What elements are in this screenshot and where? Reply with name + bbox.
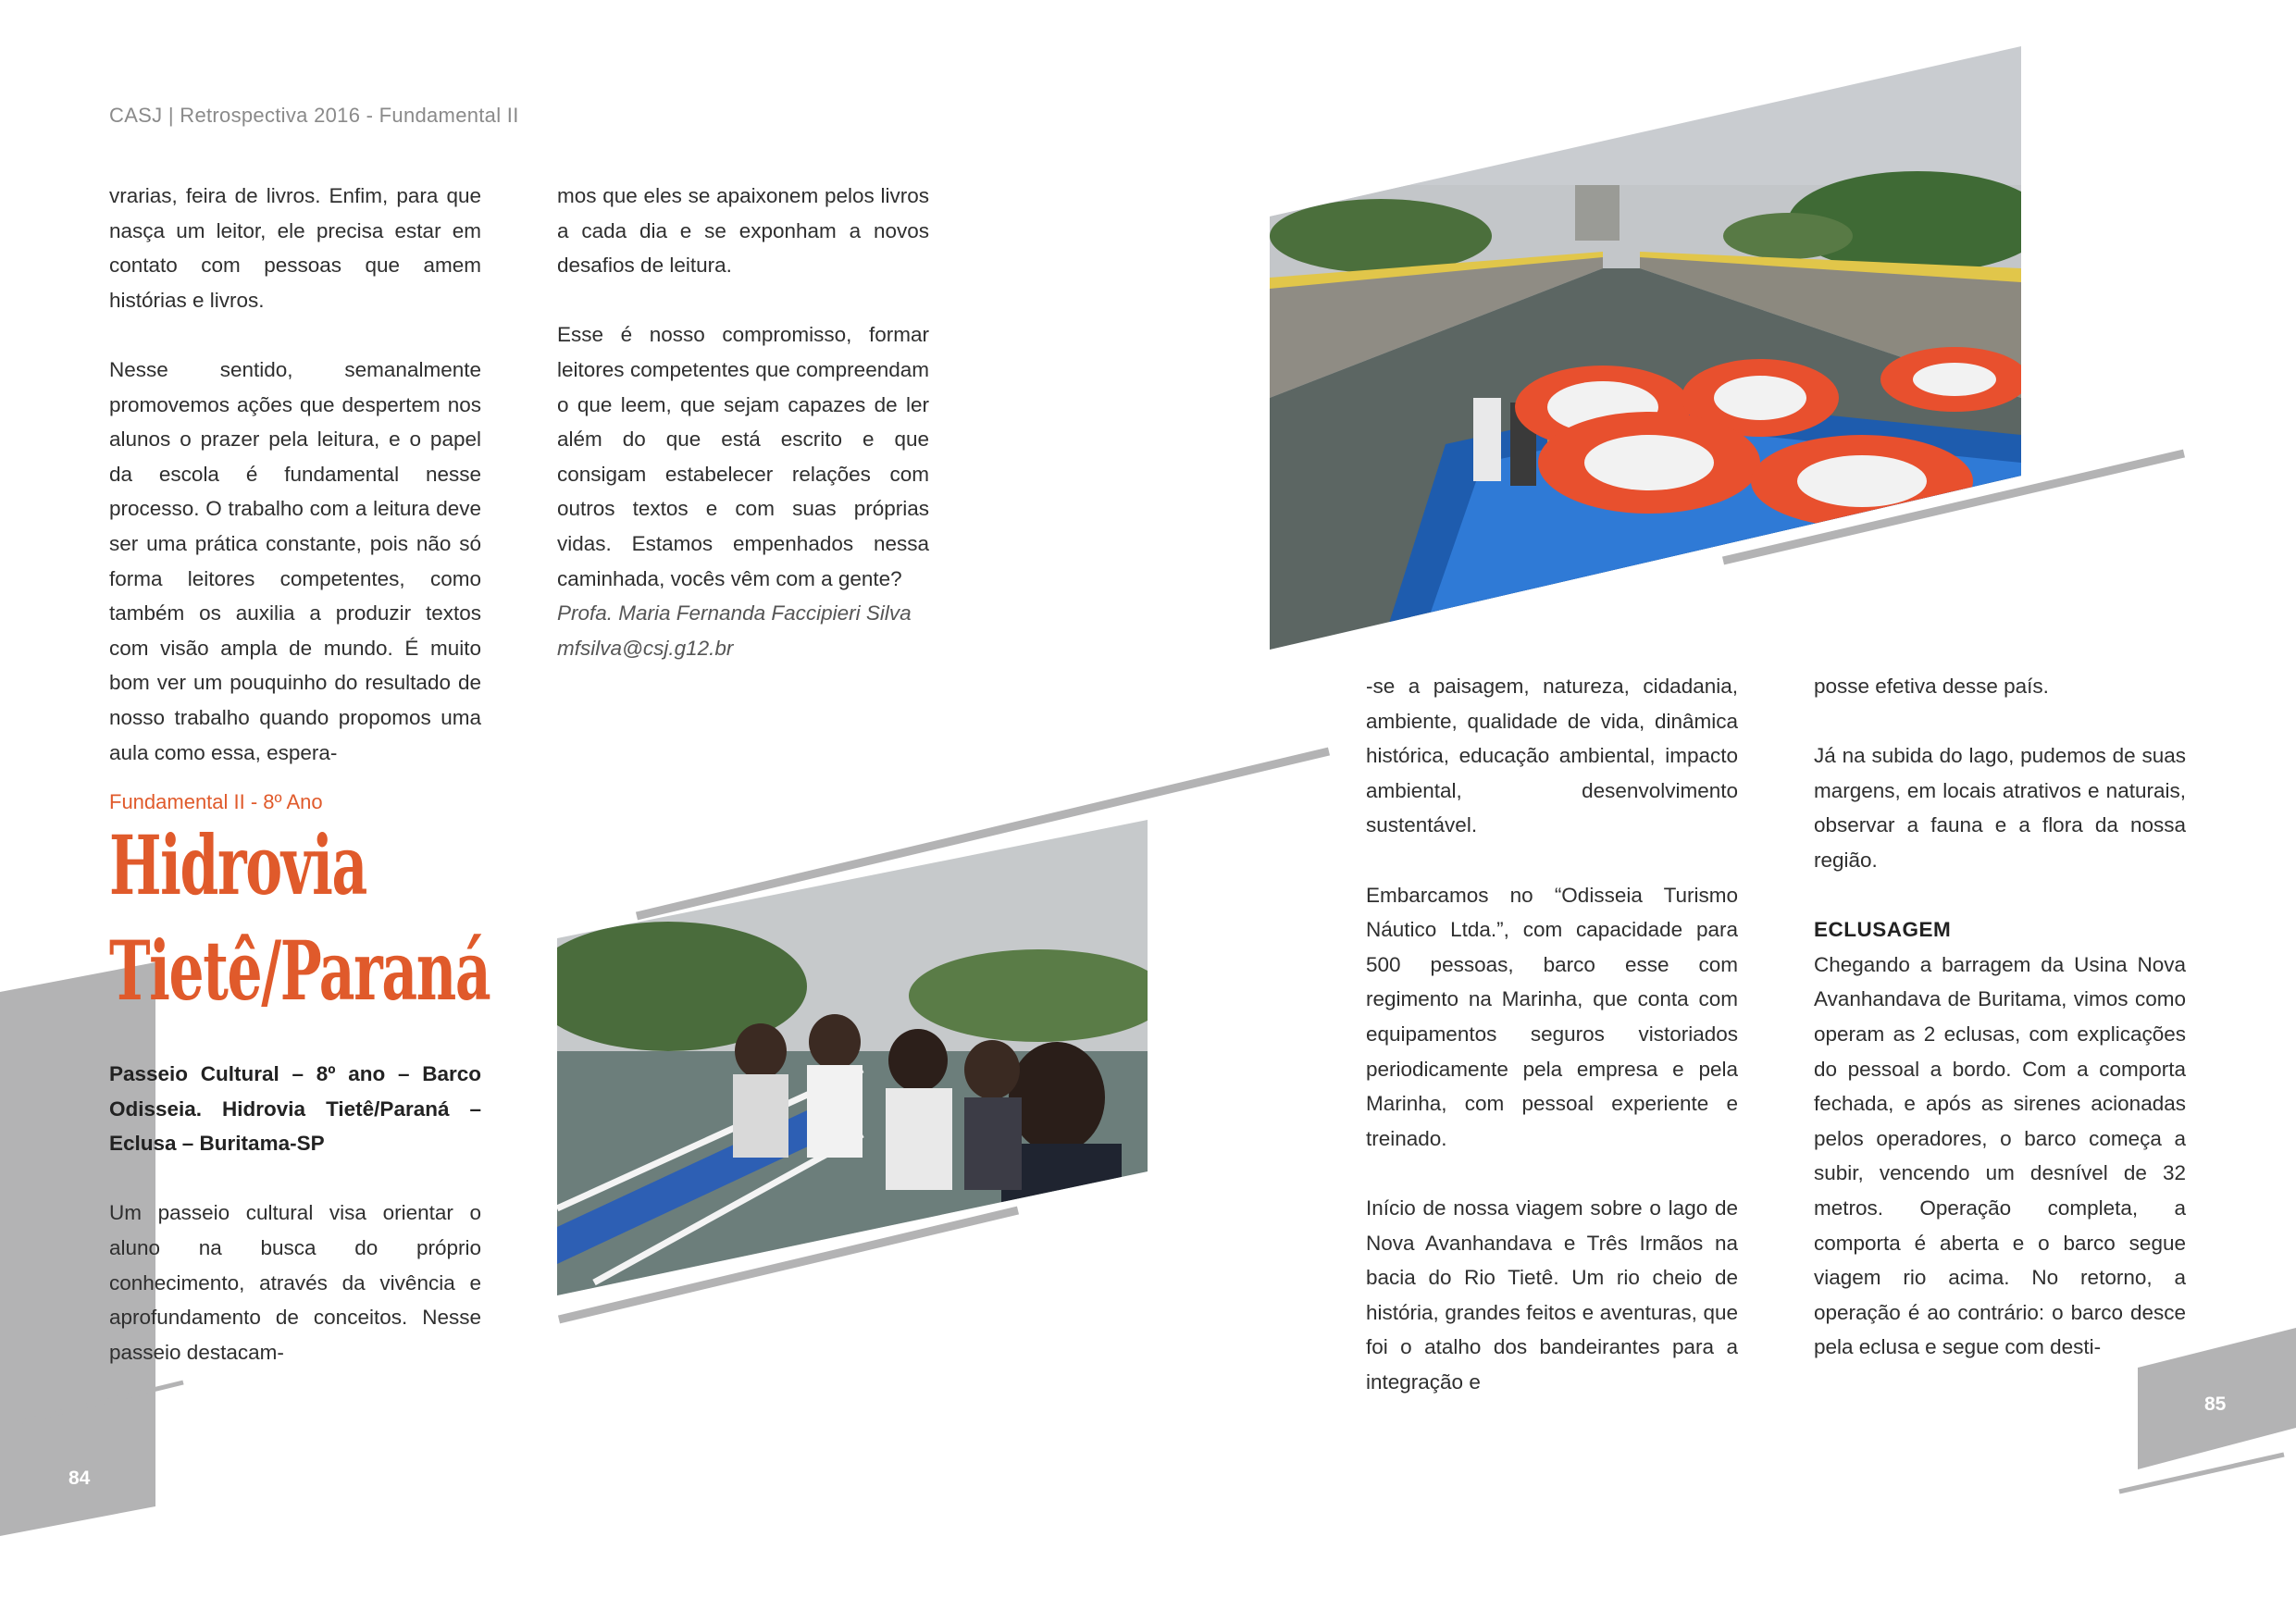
page-number-right: 85	[2204, 1394, 2227, 1415]
paragraph: posse efetiva desse país.	[1814, 675, 2049, 698]
paragraph: Início de nossa viagem sobre o lago de Nova Avanhandava e Três Irmãos na bacia do Rio Tietê. Um rio cheio de história, grandes feitos e aventuras, que foi o atalho dos bandeirantes para a integração e	[1366, 1196, 1738, 1394]
column-4	[1814, 669, 2186, 1365]
column-3	[1366, 669, 1738, 1399]
page-number-left: 84	[68, 1468, 91, 1489]
paragraph: Um passeio cultural visa orientar o aluno na busca do próprio conhecimento, através da vivência e aprofundamento de conceitos. Nesse passeio destacam-	[109, 1201, 481, 1364]
paragraph: Embarcamos no “Odisseia Turismo Náutico Ltda.”, com capacidade para 500 pessoas, barco esse com regimento na Marinha, que conta com equipamentos seguros vistoriados periodicamente pela empresa e pela Marinha, com pessoal experiente e treinado.	[1366, 883, 1738, 1150]
article-title-line2: Tietê/Paraná	[109, 923, 490, 1019]
column-1-bottom	[109, 1057, 481, 1369]
paragraph: mos que eles se apaixonem pelos livros a cada dia e se exponham a novos desafios de leitura.	[557, 184, 929, 278]
column-1-top	[109, 179, 481, 770]
photo-students	[557, 820, 1148, 1295]
paragraph: Nesse sentido, semanalmente promovemos ações que despertem nos alunos o prazer pela leitura, e o papel da escola é fundamental nesse processo. O trabalho com a leitura deve ser uma prática constante, pois não só forma leitores competentes, como também os auxilia a produzir textos com visão ampla de mundo. É muito bom ver um pouquinho do resultado de nosso trabalho quando propomos uma aula como essa, espera-	[109, 357, 481, 764]
column-2	[557, 179, 929, 665]
paragraph: Já na subida do lago, pudemos de suas margens, em locais atrativos e naturais, observar a fauna e a flora da nossa região.	[1814, 744, 2186, 872]
paragraph: -se a paisagem, natureza, cidadania, ambiente, qualidade de vida, dinâmica histórica, educação ambiental, impacto ambiental, desenvolvimento sustentável.	[1366, 675, 1738, 837]
running-head: CASJ | Retrospectiva 2016 - Fundamental II	[109, 104, 519, 127]
paragraph: Chegando a barragem da Usina Nova Avanhandava de Buritama, vimos como operam as 2 eclusas, com explicações do pessoal a bordo. Com a comporta fechada, e após as sirenes acionadas pelos operadores, o barco começa a subir, vencendo um desnível de 32 metros. Operação completa, a comporta é aberta e o barco segue viagem rio acima. No retorno, a operação é ao contrário: o barco desce pela eclusa e segue com desti-	[1814, 952, 2186, 1359]
article-title-line1: Hidrovia	[109, 817, 366, 913]
photo-lock	[1270, 46, 2021, 650]
paragraph: vrarias, feira de livros. Enfim, para que nasça um leitor, ele precisa estar em contato com pessoas que amem histórias e livros.	[109, 184, 481, 312]
section-kicker: Fundamental II - 8º Ano	[109, 790, 323, 813]
article-subtitle: Passeio Cultural – 8º ano – Barco Odisseia. Hidrovia Tietê/Paraná – Eclusa – Buritama-SP	[109, 1062, 481, 1156]
signature-name: Profa. Maria Fernanda Faccipieri Silva	[557, 601, 912, 626]
section-heading: ECLUSAGEM	[1814, 918, 1952, 942]
signature-email: mfsilva@csj.g12.br	[557, 636, 734, 660]
paragraph: Esse é nosso compromisso, formar leitores competentes que compreendam o que leem, que sejam capazes de ler além do que está escrito e que consigam estabelecer relações com outros textos e com suas próprias vidas. Estamos empenhados nessa caminhada, vocês vêm com a gente?	[557, 323, 929, 590]
